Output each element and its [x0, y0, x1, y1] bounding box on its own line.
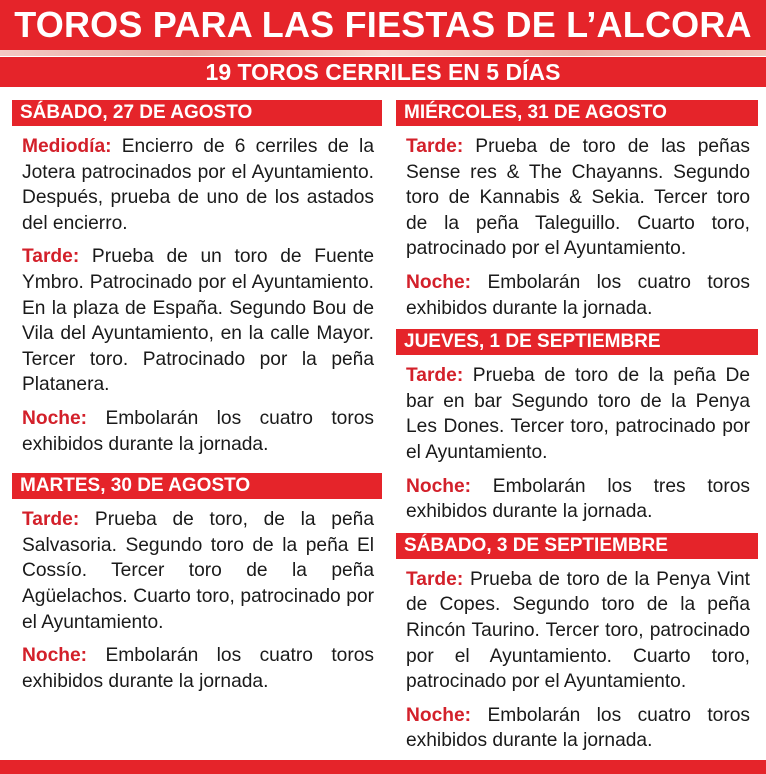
schedule-entry — [22, 134, 374, 236]
schedule-entry — [406, 703, 750, 754]
day-header: SÁBADO, 3 DE SEPTIEMBRE — [396, 533, 758, 559]
entry-text: Prueba de toro de la peña De bar en bar Segundo toro de la Penya Les Dones. Tercer toro, patrocinado por el Ayuntamiento. — [406, 365, 750, 463]
day-header: JUEVES, 1 DE SEPTIEMBRE — [396, 329, 758, 355]
schedule-entry — [406, 567, 750, 695]
schedule-entry — [22, 507, 374, 635]
entry-text: Prueba de toro de la Penya Vint de Copes. Segundo toro de la peña Rincón Taurino. Tercer toro, patrocinado por el Ayuntamiento. Cuarto toro, patrocinado por el Ayuntamiento. — [406, 568, 750, 693]
entry-label: Noche: — [406, 704, 472, 726]
day-section-sabado-27-agosto — [12, 100, 382, 457]
day-section-jueves-1-septiembre — [396, 329, 758, 525]
entry-text: Embolarán los cuatro toros exhibidos durante la jornada. — [22, 407, 374, 455]
entry-label: Tarde: — [406, 568, 464, 590]
day-section-martes-30-agosto — [12, 473, 382, 694]
entry-text: Embolarán los tres toros exhibidos durante la jornada. — [406, 475, 750, 523]
bottom-bar — [0, 760, 766, 774]
entry-label: Tarde: — [406, 136, 464, 157]
entry-text: Prueba de toro de las peñas Sense res & The Chayanns. Segundo toro de Kannabis & Sekia. Tercer toro de la peña Taleguillo. Cuarto toro, patrocinado por el Ayuntamiento. — [406, 136, 750, 260]
day-section-miercoles-31-agosto — [396, 100, 758, 321]
day-header: MARTES, 30 DE AGOSTO — [12, 473, 382, 499]
schedule-entry — [406, 474, 750, 525]
decorative-photo-strip — [0, 50, 766, 56]
entry-label: Tarde: — [22, 509, 80, 531]
entry-label: Tarde: — [22, 246, 80, 268]
entry-label: Noche: — [406, 271, 472, 293]
entry-label: Tarde: — [406, 365, 464, 387]
schedule-entry — [22, 244, 374, 398]
entry-label: Noche: — [406, 475, 472, 497]
schedule-entry — [22, 643, 374, 694]
entry-text: Embolarán los cuatro toros exhibidos durante la jornada. — [406, 271, 750, 319]
entry-text: Prueba de toro, de la peña Salvasoria. Segundo toro de la peña El Cossío. Tercer toro de la peña Agüelachos. Cuarto toro, patrocinado por el Ayuntamiento. — [22, 509, 374, 633]
schedule-entry — [406, 134, 750, 262]
page-title: TOROS PARA LAS FIESTAS DE L’ALCORA — [0, 0, 766, 50]
entry-text: Embolarán los cuatro toros exhibidos durante la jornada. — [406, 704, 750, 752]
day-header: MIÉRCOLES, 31 DE AGOSTO — [396, 100, 758, 126]
entry-text: Prueba de un toro de Fuente Ymbro. Patrocinado por el Ayuntamiento. En la plaza de España. Segundo Bou de Vila del Ayuntamiento, en la calle Mayor. Tercer toro. Patrocinado por la peña Platanera. — [22, 246, 374, 396]
right-column — [396, 100, 758, 754]
entry-label: Noche: — [22, 645, 88, 667]
entry-text: Encierro de 6 cerriles de la Jotera patrocinados por el Ayuntamiento. Después, prueba de uno de los astados del encierro. — [22, 136, 374, 234]
schedule-entry — [22, 406, 374, 457]
schedule-entry — [406, 270, 750, 321]
left-column — [12, 100, 382, 694]
page-subtitle: 19 TOROS CERRILES EN 5 DÍAS — [0, 57, 766, 87]
day-section-sabado-3-septiembre — [396, 533, 758, 754]
day-header: SÁBADO, 27 DE AGOSTO — [12, 100, 382, 126]
schedule-entry — [406, 363, 750, 465]
entry-label: Mediodía: — [22, 136, 112, 157]
entry-text: Embolarán los cuatro toros exhibidos durante la jornada. — [22, 645, 374, 692]
entry-label: Noche: — [22, 407, 88, 429]
